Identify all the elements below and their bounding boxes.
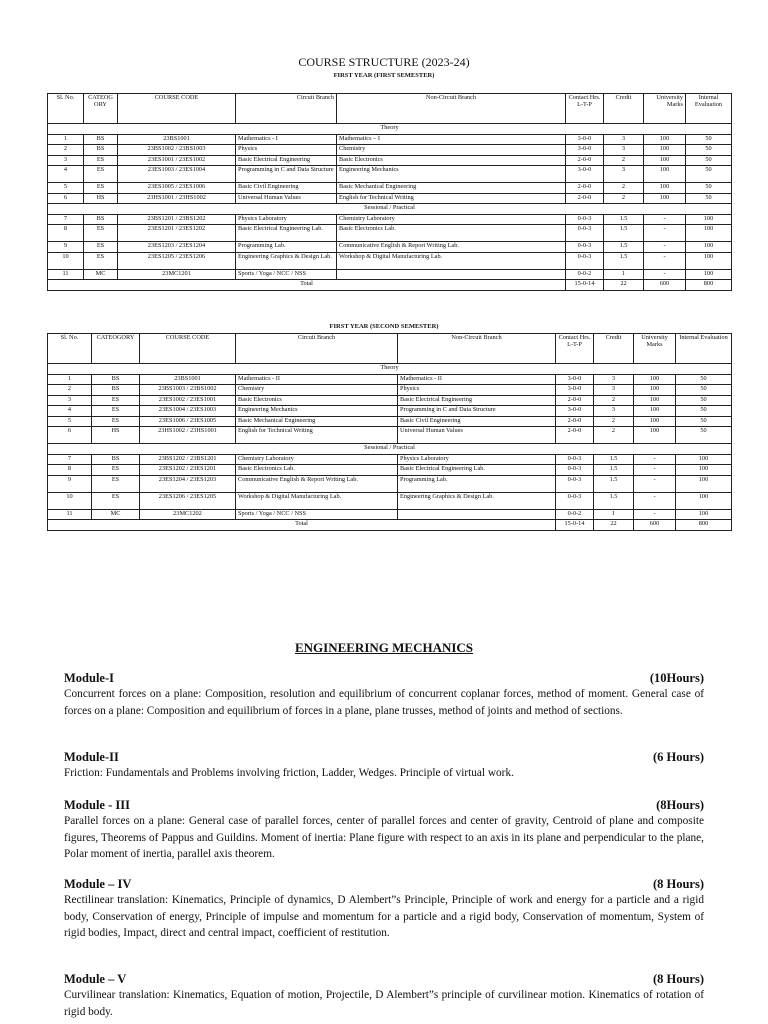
category-cell: ES [84,252,118,269]
circuit-branch-cell: Physics [236,145,337,156]
contact-hrs-cell: 0-0-3 [566,225,604,242]
category-cell: BS [84,214,118,225]
sl-cell: 5 [48,183,84,194]
table-row [48,395,732,406]
course-code-cell: 23ES1203 / 23ES1204 [118,242,236,253]
semester-2-table [47,333,732,531]
col-header-category: CATEOG ORY [84,94,118,124]
university-marks-cell: - [634,475,676,492]
university-marks-cell: 100 [634,385,676,396]
section-label: Theory [48,124,732,135]
category-cell: MC [92,509,140,520]
col-header-course-code: COURSE CODE [140,334,236,364]
credit-cell: 2 [604,183,644,194]
sl-cell: 1 [48,374,92,385]
category-cell: BS [92,374,140,385]
internal-evaluation-cell: 50 [686,183,732,194]
course-code-cell: 23MC1201 [118,269,236,280]
col-header-internal-evaluation: Internal Evaluation [676,334,732,364]
total-university-marks: 600 [644,280,686,291]
module-description: Concurrent forces on a plane: Composition, resolution and equilibrium of concurrent coplanar forces, method of moment. General case of forces on a plane: Composition and equilibrium of forces in a plane, plane trusses, method of joints and method of sections. [64,688,704,717]
credit-cell: 1.5 [594,492,634,509]
sl-cell: 8 [48,225,84,242]
credit-cell: 1.5 [594,465,634,476]
table-row [48,385,732,396]
contact-hrs-cell: 3-0-0 [566,134,604,145]
col-header-circuit-branch: Circuit Branch [236,94,337,124]
course-code-cell: 23BS1201 / 23BS1202 [118,214,236,225]
course-code-cell: 23BS1003 / 23BS1002 [140,385,236,396]
module-4 [64,876,704,942]
internal-evaluation-cell: 50 [686,134,732,145]
contact-hrs-cell: 2-0-0 [556,395,594,406]
internal-evaluation-cell: 50 [676,416,732,427]
table-row [48,225,732,242]
internal-evaluation-cell: 100 [676,465,732,476]
sl-cell: 2 [48,145,84,156]
col-header-course-code: COURSE CODE [118,94,236,124]
circuit-branch-cell: Programming Lab. [236,242,337,253]
semester-2-title: FIRST YEAR (SECOND SEMESTER) [329,323,439,330]
circuit-branch-cell: Basic Electrical Engineering Lab. [236,225,337,242]
credit-cell: 2 [594,416,634,427]
module-description: Friction: Fundamentals and Problems involving friction, Ladder, Wedges. Principle of virtual work. [64,767,514,779]
total-internal-evaluation: 800 [686,280,732,291]
module-heading [64,749,704,765]
category-cell: ES [92,492,140,509]
category-cell: BS [84,145,118,156]
total-contact-hrs: 15-0-14 [566,280,604,291]
internal-evaluation-cell: 100 [686,214,732,225]
course-code-cell: 23ES1201 / 23ES1202 [118,225,236,242]
table-row [48,145,732,156]
internal-evaluation-cell: 50 [676,406,732,417]
sl-cell: 10 [48,492,92,509]
circuit-branch-cell: Mathematics - I [236,134,337,145]
table-row [48,374,732,385]
non-circuit-branch-cell: Basic Civil Engineering [398,416,556,427]
module-description: Parallel forces on a plane: General case of parallel forces, center of parallel forces and center of gravity, Centroid of plane and composite figures, Theorems of Pappus and Guildins. Moment of inertia: Plane figure with respect to an axis in its plane and perpendicular to the plane, Polar moment of inertia, parallel axis theorem. [64,815,704,861]
credit-cell: 1.5 [594,475,634,492]
credit-cell: 1.5 [604,225,644,242]
credit-cell: 2 [594,427,634,444]
university-marks-cell: 100 [634,395,676,406]
internal-evaluation-cell: 50 [676,385,732,396]
module-hours: (6 Hours) [652,750,704,764]
non-circuit-branch-cell: Basic Electrical Engineering Lab. [398,465,556,476]
table-row [48,269,732,280]
non-circuit-branch-cell: Communicative English & Report Writing Lab. [337,242,566,253]
non-circuit-branch-cell: Engineering Graphics & Design Lab. [398,492,556,509]
table-row [48,252,732,269]
category-cell: ES [84,225,118,242]
university-marks-cell: - [644,214,686,225]
circuit-branch-cell: English for Technical Writing [236,427,398,444]
course-code-cell: 23ES1204 / 23ES1203 [140,475,236,492]
credit-cell: 3 [594,385,634,396]
credit-cell: 3 [594,406,634,417]
circuit-branch-cell: Basic Electrical Engineering [236,155,337,166]
non-circuit-branch-cell: Basic Mechanical Engineering [337,183,566,194]
table-header-row [48,94,732,124]
university-marks-cell: 100 [644,193,686,204]
total-label: Total [48,280,566,291]
circuit-branch-cell: Basic Electronics Lab. [236,465,398,476]
section-label: Sessional / Practical [48,444,732,455]
module-name: Module - III [64,798,130,812]
table-row [48,406,732,417]
university-marks-cell: - [644,225,686,242]
table-row [48,492,732,509]
university-marks-cell: 100 [644,183,686,194]
sl-cell: 6 [48,427,92,444]
section-row [48,444,732,455]
circuit-branch-cell: Workshop & Digital Manufacturing Lab. [236,492,398,509]
contact-hrs-cell: 0-0-3 [566,252,604,269]
total-contact-hrs: 15-0-14 [556,520,594,531]
non-circuit-branch-cell: Programming Lab. [398,475,556,492]
module-hours: (8 Hours) [652,877,704,891]
credit-cell: 2 [604,155,644,166]
section-row [48,204,732,215]
sl-cell: 9 [48,475,92,492]
table-row [48,214,732,225]
module-description: Rectilinear translation: Kinematics, Principle of dynamics, D Alembert”s Principle, Principle of work and energy for a particle and a rigid body, Conservation of energy, Principle of impulse and momentum for a particle and a rigid body, Conservation of momentum, System of rigid bodies, Impact, direct and central impact, coefficient of restitution. [64,894,704,940]
total-internal-evaluation: 800 [676,520,732,531]
circuit-branch-cell: Chemistry [236,385,398,396]
module-3 [64,797,704,863]
module-heading [64,971,704,987]
internal-evaluation-cell: 50 [686,145,732,156]
university-marks-cell: 100 [634,406,676,417]
table-row [48,427,732,444]
internal-evaluation-cell: 100 [676,492,732,509]
contact-hrs-cell: 2-0-0 [556,416,594,427]
contact-hrs-cell: 0-0-3 [556,465,594,476]
course-code-cell: 23ES1004 / 23ES1003 [140,406,236,417]
category-cell: ES [92,395,140,406]
internal-evaluation-cell: 50 [676,395,732,406]
course-code-cell: 23ES1002 / 23ES1001 [140,395,236,406]
non-circuit-branch-cell: Basic Electronics [337,155,566,166]
total-row [48,280,732,291]
non-circuit-branch-cell: Universal Human Values [398,427,556,444]
university-marks-cell: 100 [644,166,686,183]
course-code-cell: 23BS1002 / 23BS1003 [118,145,236,156]
table-row [48,193,732,204]
table-row [48,416,732,427]
col-header-non-circuit-branch: Non-Circuit Branch [337,94,566,124]
table-row [48,475,732,492]
category-cell: BS [92,454,140,465]
section-row [48,364,732,375]
university-marks-cell: 100 [634,427,676,444]
module-hours: (8 Hours) [652,972,704,986]
contact-hrs-cell: 3-0-0 [566,166,604,183]
internal-evaluation-cell: 100 [686,269,732,280]
contact-hrs-cell: 3-0-0 [556,406,594,417]
university-marks-cell: 100 [634,416,676,427]
sl-cell: 1 [48,134,84,145]
non-circuit-branch-cell: Physics [398,385,556,396]
page-title: COURSE STRUCTURE (2023-24) [298,55,470,69]
category-cell: ES [92,475,140,492]
semester-1-title: FIRST YEAR (FIRST SEMESTER) [333,72,435,79]
module-heading [64,670,704,686]
contact-hrs-cell: 3-0-0 [556,374,594,385]
category-cell: HS [84,193,118,204]
credit-cell: 2 [604,193,644,204]
col-header-sl: Sl. No. [48,334,92,364]
category-cell: BS [84,134,118,145]
category-cell: ES [92,465,140,476]
course-code-cell: 23HS1001 / 23HS1002 [118,193,236,204]
contact-hrs-cell: 0-0-3 [556,492,594,509]
internal-evaluation-cell: 100 [686,252,732,269]
internal-evaluation-cell: 100 [676,475,732,492]
university-marks-cell: - [634,509,676,520]
internal-evaluation-cell: 100 [676,509,732,520]
non-circuit-branch-cell: Physics Laboratory [398,454,556,465]
circuit-branch-cell: Engineering Mechanics [236,406,398,417]
category-cell: ES [92,406,140,417]
contact-hrs-cell: 0-0-3 [556,454,594,465]
sl-cell: 5 [48,416,92,427]
sl-cell: 11 [48,509,92,520]
circuit-branch-cell: Programming in C and Data Structure [236,166,337,183]
module-heading [64,797,704,813]
category-cell: ES [84,166,118,183]
university-marks-cell: - [644,252,686,269]
category-cell: ES [84,183,118,194]
circuit-branch-cell: Basic Mechanical Engineering [236,416,398,427]
circuit-branch-cell: Communicative English & Report Writing Lab. [236,475,398,492]
category-cell: ES [84,155,118,166]
category-cell: ES [84,242,118,253]
sl-cell: 7 [48,454,92,465]
col-header-internal-evaluation: Internal Evaluation [686,94,732,124]
col-header-university-marks: University Marks [634,334,676,364]
sl-cell: 10 [48,252,84,269]
category-cell: HS [92,427,140,444]
category-cell: BS [92,385,140,396]
circuit-branch-cell: Sports / Yoga / NCC / NSS [236,269,337,280]
contact-hrs-cell: 0-0-3 [566,214,604,225]
sl-cell: 2 [48,385,92,396]
col-header-sl: Sl. No. [48,94,84,124]
course-code-cell: 23BS1202 / 23BS1201 [140,454,236,465]
module-heading [64,876,704,892]
sl-cell: 11 [48,269,84,280]
credit-cell: 3 [604,145,644,156]
semester-1-table [47,93,732,291]
contact-hrs-cell: 3-0-0 [556,385,594,396]
internal-evaluation-cell: 100 [676,454,732,465]
col-header-contact-hrs: Contact Hrs. L-T-P [566,94,604,124]
internal-evaluation-cell: 50 [686,166,732,183]
total-university-marks: 600 [634,520,676,531]
credit-cell: 3 [594,374,634,385]
circuit-branch-cell: Chemistry Laboratory [236,454,398,465]
sl-cell: 7 [48,214,84,225]
university-marks-cell: - [634,465,676,476]
university-marks-cell: - [644,242,686,253]
module-hours: (10Hours) [649,671,704,685]
non-circuit-branch-cell [398,509,556,520]
table-row [48,183,732,194]
circuit-branch-cell: Mathematics - II [236,374,398,385]
credit-cell: 3 [604,166,644,183]
engineering-mechanics-title: ENGINEERING MECHANICS [294,640,474,655]
internal-evaluation-cell: 100 [686,242,732,253]
circuit-branch-cell: Basic Electronics [236,395,398,406]
credit-cell: 1.5 [604,214,644,225]
university-marks-cell: 100 [644,155,686,166]
contact-hrs-cell: 2-0-0 [556,427,594,444]
module-2 [64,749,704,782]
module-description: Curvilinear translation: Kinematics, Equation of motion, Projectile, D Alembert”s principle of curvilinear motion. Kinematics of rotation of rigid body. [64,989,704,1018]
contact-hrs-cell: 0-0-3 [556,475,594,492]
table-row [48,509,732,520]
non-circuit-branch-cell: Engineering Mechanics [337,166,566,183]
course-code-cell: 23ES1001 / 23ES1002 [118,155,236,166]
contact-hrs-cell: 0-0-3 [566,242,604,253]
course-code-cell: 23BS1001 [140,374,236,385]
course-code-cell: 23ES1003 / 23ES1004 [118,166,236,183]
table-row [48,166,732,183]
circuit-branch-cell: Basic Civil Engineering [236,183,337,194]
non-circuit-branch-cell: English for Technical Writing [337,193,566,204]
total-label: Total [48,520,556,531]
col-header-category: CATEOGORY [92,334,140,364]
circuit-branch-cell: Universal Human Values [236,193,337,204]
contact-hrs-cell: 2-0-0 [566,155,604,166]
sl-cell: 3 [48,155,84,166]
university-marks-cell: - [634,492,676,509]
course-code-cell: 23ES1202 / 23ES1201 [140,465,236,476]
col-header-contact-hrs: Contact Hrs. L-T-P [556,334,594,364]
circuit-branch-cell: Sports / Yoga / NCC / NSS [236,509,398,520]
module-name: Module-I [64,671,114,685]
credit-cell: 2 [594,395,634,406]
category-cell: MC [84,269,118,280]
credit-cell: 3 [604,134,644,145]
section-label: Sessional / Practical [48,204,732,215]
course-code-cell: 23BS1001 [118,134,236,145]
credit-cell: 1.5 [604,242,644,253]
course-code-cell: 23MC1202 [140,509,236,520]
non-circuit-branch-cell: Programming in C and Data Structure [398,406,556,417]
total-credit: 22 [594,520,634,531]
module-name: Module – V [64,972,127,986]
course-code-cell: 23ES1205 / 23ES1206 [118,252,236,269]
course-code-cell: 23ES1206 / 23ES1205 [140,492,236,509]
table-row [48,465,732,476]
internal-evaluation-cell: 50 [676,374,732,385]
course-code-cell: 23ES1006 / 23ES1005 [140,416,236,427]
internal-evaluation-cell: 50 [676,427,732,444]
credit-cell: 1 [604,269,644,280]
category-cell: ES [92,416,140,427]
total-row [48,520,732,531]
table-row [48,134,732,145]
section-row [48,124,732,135]
total-credit: 22 [604,280,644,291]
credit-cell: 1.5 [594,454,634,465]
sl-cell: 4 [48,406,92,417]
internal-evaluation-cell: 50 [686,155,732,166]
col-header-circuit-branch: Circuit Branch [236,334,398,364]
table-row [48,454,732,465]
credit-cell: 1 [594,509,634,520]
col-header-credit: Credit [604,94,644,124]
internal-evaluation-cell: 50 [686,193,732,204]
university-marks-cell: - [634,454,676,465]
non-circuit-branch-cell [337,269,566,280]
non-circuit-branch-cell: Basic Electronics Lab. [337,225,566,242]
non-circuit-branch-cell: Basic Electrical Engineering [398,395,556,406]
internal-evaluation-cell: 100 [686,225,732,242]
table-row [48,155,732,166]
contact-hrs-cell: 0-0-2 [556,509,594,520]
university-marks-cell: 100 [634,374,676,385]
circuit-branch-cell: Physics Laboratory [236,214,337,225]
university-marks-cell: - [644,269,686,280]
contact-hrs-cell: 3-0-0 [566,145,604,156]
contact-hrs-cell: 0-0-2 [566,269,604,280]
sl-cell: 9 [48,242,84,253]
circuit-branch-cell: Engineering Graphics & Design Lab. [236,252,337,269]
table-row [48,242,732,253]
non-circuit-branch-cell: Mathematics – I [337,134,566,145]
module-name: Module-II [64,750,119,764]
col-header-non-circuit-branch: Non-Circuit Branch [398,334,556,364]
non-circuit-branch-cell: Chemistry [337,145,566,156]
sl-cell: 8 [48,465,92,476]
module-hours: (8Hours) [656,798,704,812]
university-marks-cell: 100 [644,134,686,145]
sl-cell: 3 [48,395,92,406]
module-1 [64,670,704,719]
sl-cell: 6 [48,193,84,204]
table-header-row [48,334,732,364]
sl-cell: 4 [48,166,84,183]
course-code-cell: 23ES1005 / 23ES1006 [118,183,236,194]
col-header-university-marks: University Marks [644,94,686,124]
module-5 [64,971,704,1020]
contact-hrs-cell: 2-0-0 [566,183,604,194]
non-circuit-branch-cell: Workshop & Digital Manufacturing Lab. [337,252,566,269]
contact-hrs-cell: 2-0-0 [566,193,604,204]
course-code-cell: 23HS1002 / 23HS1001 [140,427,236,444]
section-label: Theory [48,364,732,375]
non-circuit-branch-cell: Mathematics - II [398,374,556,385]
non-circuit-branch-cell: Chemistry Laboratory [337,214,566,225]
module-name: Module – IV [64,877,132,891]
university-marks-cell: 100 [644,145,686,156]
credit-cell: 1.5 [604,252,644,269]
col-header-credit: Credit [594,334,634,364]
